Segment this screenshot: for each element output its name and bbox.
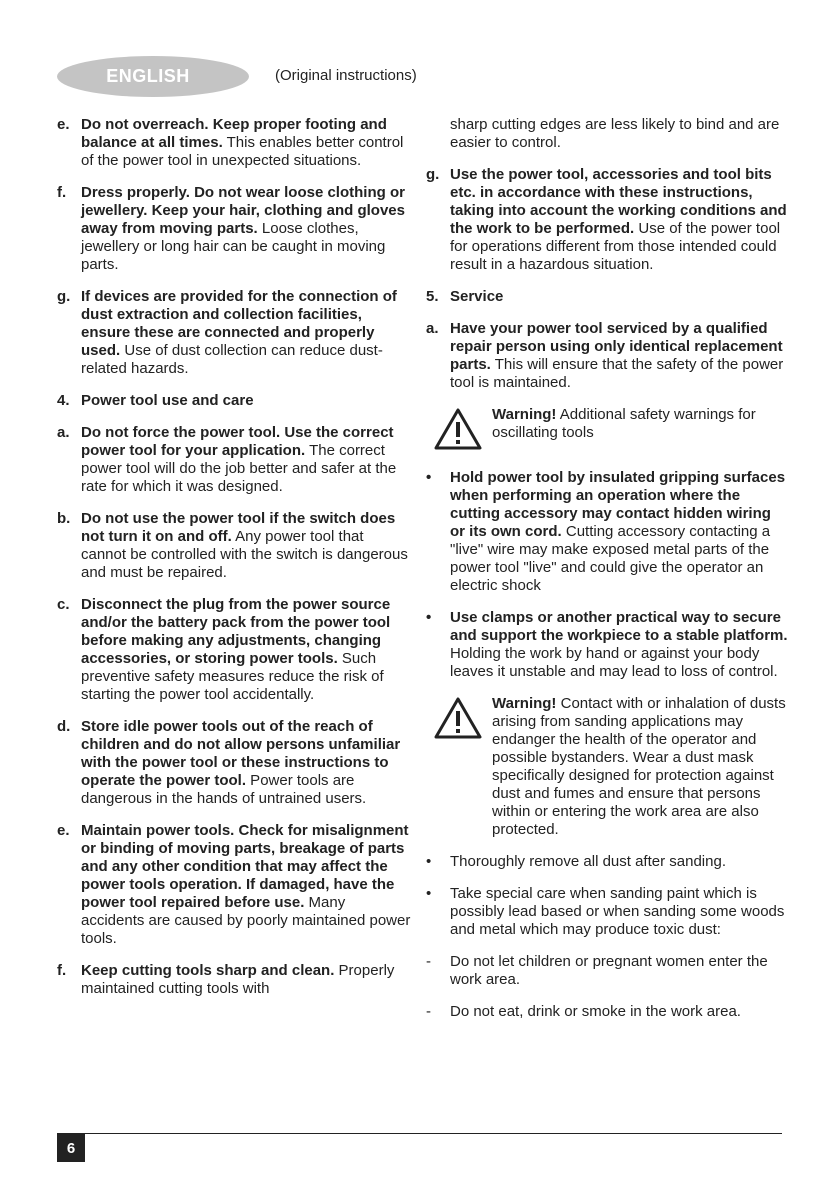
item-heading: Do not overreach. Keep proper footing and balance at all times. <box>81 116 387 151</box>
item-marker: a. <box>426 320 439 337</box>
list-item <box>57 116 412 170</box>
item-heading: Have your power tool serviced by a qualified repair person using only identical replacement parts. <box>450 320 783 373</box>
warning-triangle-icon <box>426 695 492 839</box>
list-item <box>57 962 412 998</box>
section-heading <box>426 288 788 306</box>
item-text: Many accidents are caused by poorly maintained power tools. <box>81 894 411 947</box>
item-heading: Do not force the power tool. Use the correct power tool for your application. <box>81 424 394 459</box>
header-subtitle: (Original instructions) <box>275 67 417 84</box>
item-heading: Use the power tool, accessories and tool bits etc. in accordance with these instructions, taking into account the working conditions and the work to be performed. <box>450 166 787 237</box>
item-text: The correct power tool will do the job better and safer at the rate for which it was designed. <box>81 442 397 495</box>
item-text: Use of the power tool for operations different from those intended could result in a hazardous situation. <box>450 220 781 273</box>
dash-item <box>426 1003 788 1021</box>
section-heading <box>57 392 412 410</box>
item-continuation: sharp cutting edges are less likely to bind and are easier to control. <box>450 116 780 151</box>
bullet-marker: • <box>426 853 432 870</box>
item-marker: f. <box>57 962 67 979</box>
footer-divider <box>57 1133 782 1134</box>
item-heading: Use clamps or another practical way to secure and support the workpiece to a stable platform. <box>450 609 788 644</box>
bullet-item <box>426 853 788 871</box>
dash-marker: - <box>426 1003 431 1020</box>
list-item <box>57 424 412 496</box>
item-marker: c. <box>57 596 70 613</box>
list-item <box>57 822 412 948</box>
item-text: Loose clothes, jewellery or long hair can be caught in moving parts. <box>81 220 386 273</box>
list-item <box>57 718 412 808</box>
list-item <box>57 510 412 582</box>
item-marker: g. <box>426 166 440 183</box>
list-item <box>57 596 412 704</box>
item-text: Do not eat, drink or smoke in the work area. <box>450 1003 741 1020</box>
warning-text: Contact with or inhalation of dusts arising from sanding applications may endanger the health of the operator and possible bystanders. Wear a dust mask specifically designed for protection against dust and fumes and ensure that persons within or entering the work area are also protected. <box>492 695 786 838</box>
item-heading: If devices are provided for the connection of dust extraction and collection facilities, ensure these are connected and properly used. <box>81 288 397 359</box>
list-item <box>426 320 788 392</box>
item-text: Use of dust collection can reduce dust-related hazards. <box>81 342 383 377</box>
item-marker: e. <box>57 822 70 839</box>
list-item <box>57 184 412 274</box>
dash-marker: - <box>426 953 431 970</box>
list-item <box>57 288 412 378</box>
item-text: Do not let children or pregnant women enter the work area. <box>450 953 768 988</box>
item-marker: b. <box>57 510 71 527</box>
item-text: Properly maintained cutting tools with <box>81 962 395 997</box>
page-number: 6 <box>57 1134 85 1162</box>
bullet-marker: • <box>426 885 432 902</box>
language-badge <box>57 56 249 97</box>
section-title: Power tool use and care <box>81 392 254 409</box>
section-number: 4. <box>57 392 70 409</box>
warning-block <box>426 695 788 839</box>
item-heading: Keep cutting tools sharp and clean. <box>81 962 335 979</box>
item-text: Such preventive safety measures reduce the risk of starting the power tool accidentally. <box>81 650 384 703</box>
bullet-item <box>426 609 788 681</box>
warning-label: Warning! <box>492 406 557 423</box>
item-text: Thoroughly remove all dust after sanding. <box>450 853 726 870</box>
bullet-marker: • <box>426 609 432 626</box>
item-marker: a. <box>57 424 70 441</box>
item-marker: g. <box>57 288 71 305</box>
item-marker: f. <box>57 184 67 201</box>
item-marker: e. <box>57 116 70 133</box>
item-heading: Do not use the power tool if the switch does not turn it on and off. <box>81 510 396 545</box>
item-marker: d. <box>57 718 71 735</box>
item-text: Take special care when sanding paint which is possibly lead based or when sanding some woods and metal which may produce toxic dust: <box>450 885 785 938</box>
right-column <box>426 116 788 1035</box>
left-column <box>57 116 412 1012</box>
item-text: Power tools are dangerous in the hands of untrained users. <box>81 772 367 807</box>
item-text: Cutting accessory contacting a "live" wire may make exposed metal parts of the power tool "live" and could give the operator an electric shock <box>450 523 771 594</box>
item-text: Holding the work by hand or against your body leaves it unstable and may lead to loss of control. <box>450 645 778 680</box>
item-text: Any power tool that cannot be controlled with the switch is dangerous and must be repaired. <box>81 528 408 581</box>
bullet-item <box>426 469 788 595</box>
item-heading: Disconnect the plug from the power source and/or the battery pack from the power tool before making any adjustments, changing accessories, or storing power tools. <box>81 596 391 667</box>
section-number: 5. <box>426 288 439 305</box>
bullet-marker: • <box>426 469 432 486</box>
dash-item <box>426 953 788 989</box>
warning-text: Additional safety warnings for oscillating tools <box>492 406 756 441</box>
bullet-item <box>426 885 788 939</box>
language-label: ENGLISH <box>106 66 190 86</box>
item-heading: Maintain power tools. Check for misalignment or binding of moving parts, breakage of parts and any other condition that may affect the power tools operation. If damaged, have the power tool repaired before use. <box>81 822 409 911</box>
warning-triangle-icon <box>426 406 492 455</box>
warning-block <box>426 406 788 455</box>
item-heading: Hold power tool by insulated gripping surfaces when performing an operation where the cutting accessory may contact hidden wiring or its own cord. <box>450 469 786 540</box>
item-text: This enables better control of the power tool in unexpected situations. <box>81 134 404 169</box>
item-heading: Dress properly. Do not wear loose clothing or jewellery. Keep your hair, clothing and gloves away from moving parts. <box>81 184 405 237</box>
item-text: This will ensure that the safety of the power tool is maintained. <box>450 356 784 391</box>
warning-label: Warning! <box>492 695 557 712</box>
item-heading: Store idle power tools out of the reach of children and do not allow persons unfamiliar with the power tool or these instructions to operate the power tool. <box>81 718 401 789</box>
section-title: Service <box>450 288 504 305</box>
list-item <box>426 166 788 274</box>
